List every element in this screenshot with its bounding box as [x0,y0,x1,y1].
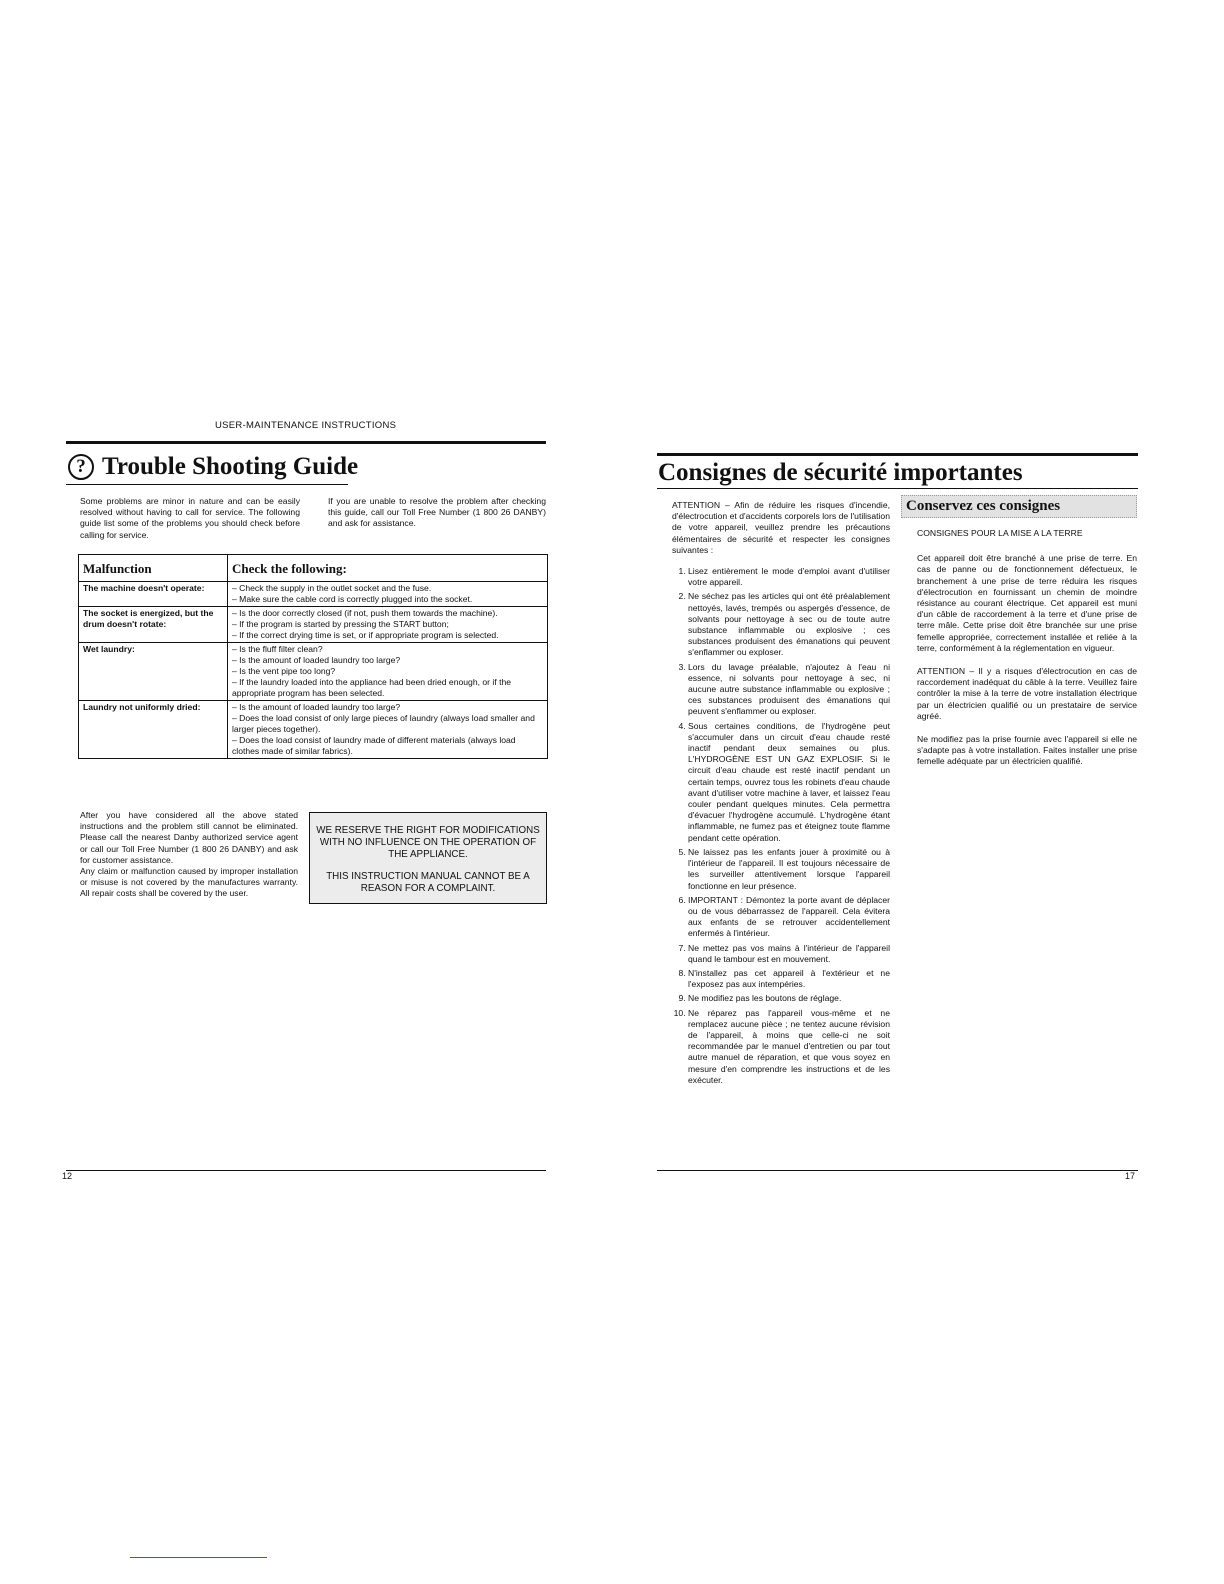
check-cell [228,607,548,643]
list-item: 3. Lors du lavage préalable, n'ajoutez à l'eau ni essence, ni solvants pour nettoyage à sec, ni aucune autre substance inflammable ou explosive ; ces substances produisent des émanations qui peuvent s'enflammer ou exploser. [688,662,890,718]
conserve-heading: Conservez ces consignes [901,495,1137,518]
check-item: – Make sure the cable cord is correctly plugged into the socket. [232,594,473,604]
intro-right: If you are unable to resolve the problem after checking this guide, call our Toll Free Number (1 800 26 DANBY) and ask for assistance. [328,496,546,529]
page-number-left: 12 [62,1171,73,1181]
notice-modifications: WE RESERVE THE RIGHT FOR MODIFICATIONS WITH NO INFLUENCE ON THE OPERATION OF THE APPLIANCE. [316,825,540,860]
attention-intro: ATTENTION – Afin de réduire les risques d'incendie, d'électrocution et d'accidents corporels lors de l'utilisation de votre appareil, veuillez prendre les précautions élémentaires de sécurité et respecter les consignes suivantes : [672,500,890,555]
check-item: – If the laundry loaded into the appliance had been dried enough, or if the appropriate program has been selected. [232,677,512,698]
attention-ground: ATTENTION – Il y a risques d'électrocution en cas de raccordement inadéquat du câble à la terre. Veuillez faire contrôler la mise à la terre de votre installation électrique par un électricien qualifié ou un prestataire de service agréé. [917,666,1137,721]
table-row [79,643,548,701]
check-item: – Is the vent pipe too long? [232,666,336,676]
check-item: – Is the amount of loaded laundry too large? [232,655,401,665]
trouble-table-wrap [78,554,548,759]
list-item: 9. Ne modifiez pas les boutons de réglage. [688,993,890,1004]
bottom-link-line [130,1557,267,1558]
page-header: USER-MAINTENANCE INSTRUCTIONS [215,420,397,431]
check-item: – Does the load consist of only large pieces of laundry (always load smaller and larger pieces together). [232,713,535,734]
right-title-underline [657,488,1138,489]
trouble-table [78,554,548,759]
right-header-rule [657,453,1138,456]
check-item: – If the correct drying time is set, or if appropriate program is selected. [232,630,499,640]
table-row [79,607,548,643]
list-item: 10. Ne réparez pas l'appareil vous-même et ne remplacez aucune pièce ; ne tentez aucune révision de l'appareil, à moins que celle-ci ne soit recommandée par le manuel d'entretien ou par tout autre manuel de réparation, et que vous soyez en mesure d'en comprendre les instructions et de les exécuter. [688,1008,890,1086]
list-item: 6. IMPORTANT : Démontez la porte avant de déplacer ou de vous débarrassez de l'appareil. Cela évitera aux enfants de se retrouver accidentellement enfermés à l'intérieur. [688,895,890,940]
malfunction-cell: The machine doesn't operate: [79,582,228,607]
intro-left: Some problems are minor in nature and can be easily resolved without having to call for service. The following guide list some of the problems you should check before calling for service. [80,496,300,540]
french-column [672,500,890,1089]
check-item: – Check the supply in the outlet socket and the fuse. [232,583,432,593]
list-item: 4. Sous certaines conditions, de l'hydrogène peut s'accumuler dans un circuit d'eau chaude resté inactif pendant deux semaines ou plus. L'HYDROGÈNE EST UN GAZ EXPLOSIF. Si le circuit d'eau chaude est resté inactif pendant un certain temps, ouvrez tous les robinets d'eau chaude avant d'utiliser votre machine à laver, et laissez l'eau couler pendant quelques minutes. Cela permettra d'évacuer l'hydrogène accumulé. L'hydrogène étant inflammable, ne fumez pas et éteignez toute flamme pendant cette opération. [688,721,890,844]
check-item: – Is the door correctly closed (if not, push them towards the machine). [232,608,498,618]
header-rule [66,441,546,444]
question-circle-icon: ? [68,454,94,480]
malfunction-cell: Wet laundry: [79,643,228,701]
check-item: – Is the fluff filter clean? [232,644,323,654]
list-item: 1. Lisez entièrement le mode d'emploi avant d'utiliser votre appareil. [688,566,890,588]
page-title [68,452,358,482]
check-item: – If the program is started by pressing the START button; [232,619,449,629]
safety-list [672,566,890,1086]
title-text: Trouble Shooting Guide [102,453,359,480]
table-row [79,701,548,759]
list-item: 2. Ne séchez pas les articles qui ont été préalablement nettoyés, lavés, trempés ou aspergés d'essence, de solvants pour nettoyage à sec ou de toute autre substance inflammable ou explosive ; ces substances produisent des émanations qui peuvent s'enflammer ou exploser. [688,591,890,658]
malfunction-cell: The socket is energized, but the drum doesn't rotate: [79,607,228,643]
ground-heading: CONSIGNES POUR LA MISE A LA TERRE [917,528,1083,538]
check-cell [228,643,548,701]
after-text-2: Any claim or malfunction caused by improper installation or misuse is not covered by the manufactures warranty. All repair costs shall be covered by the user. [80,866,298,899]
notice-complaint: THIS INSTRUCTION MANUAL CANNOT BE A REASON FOR A COMPLAINT. [326,871,530,894]
malfunction-cell: Laundry not uniformly dried: [79,701,228,759]
page-number-right: 17 [1125,1171,1136,1181]
list-item: 8. N'installez pas cet appareil à l'extérieur et ne l'exposez pas aux intempéries. [688,968,890,990]
ground-text: Cet appareil doit être branché à une prise de terre. En cas de panne ou de fonctionnement défectueux, le branchement à une prise de terre réduira les risques d'électrocution en fournissant un chemin de moindre résistance au courant électrique. Cet appareil est muni d'un câble de raccordement à la terre et d'une prise de terre mâle. Cette prise doit être branchée sur une prise femelle appropriée, correctement installée et reliée à la terre, conformément à la réglementation en vigueur. [917,553,1137,653]
check-cell [228,582,548,607]
footer-rule-right [657,1170,1138,1171]
list-item: 5. Ne laissez pas les enfants jouer à proximité ou à l'intérieur de l'appareil. Il est toujours nécessaire de les surveiller attentivement lorsque l'appareil fonctionne en leur présence. [688,847,890,892]
title-underline [66,484,348,485]
col-malfunction: Malfunction [79,555,228,582]
check-cell [228,701,548,759]
modify-plug-text: Ne modifiez pas la prise fournie avec l'appareil si elle ne s'adapte pas à votre installation. Faites installer une prise femelle adéquate par un électricien qualifié. [917,734,1137,767]
right-page-title: Consignes de sécurité importantes [658,459,1023,486]
notice-box [309,812,547,904]
conserve-column [901,495,1137,768]
check-item: – Is the amount of loaded laundry too large? [232,702,401,712]
trouble-table-body [79,582,548,759]
after-text [80,810,298,900]
footer-rule-left [66,1170,546,1171]
table-row [79,582,548,607]
check-item: – Does the load consist of laundry made of different materials (always load clothes made of similar fabrics). [232,735,516,756]
after-text-1: After you have considered all the above stated instructions and the problem still cannot be eliminated. Please call the nearest Danby authorized service agent or call our Toll Free Number (1 800 26 DANBY) and ask for customer assistance. [80,810,298,865]
col-check: Check the following: [228,555,548,582]
list-item: 7. Ne mettez pas vos mains à l'intérieur de l'appareil quand le tambour est en mouvement. [688,943,890,965]
